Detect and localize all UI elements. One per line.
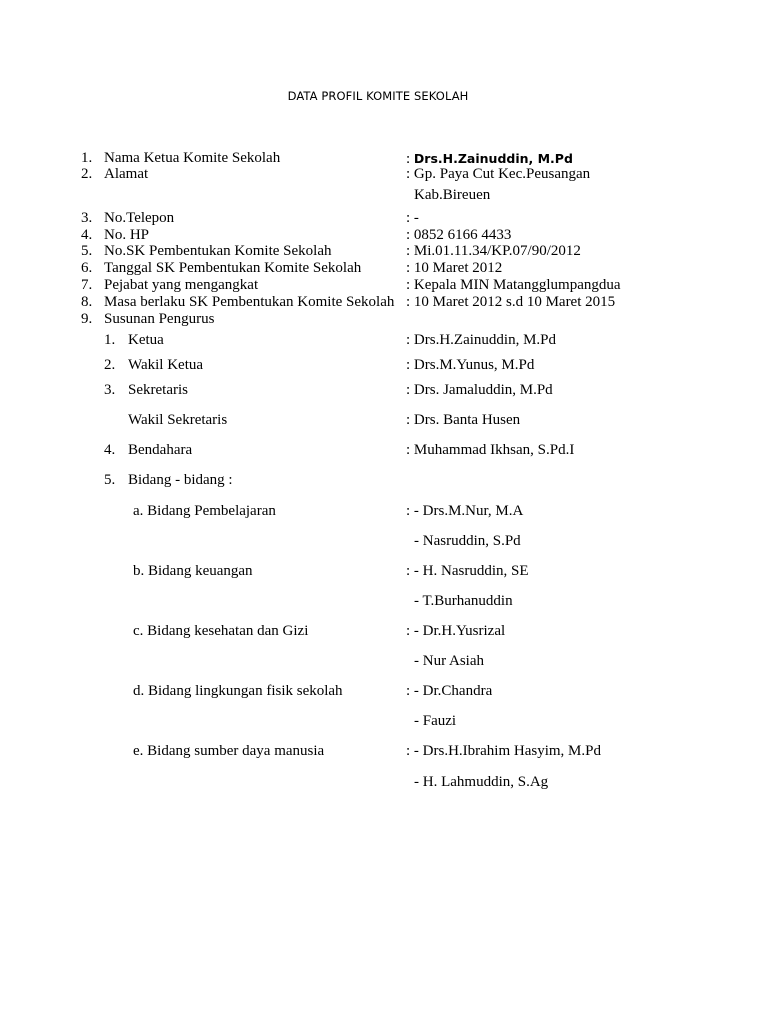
item-label-masa-berlaku: Masa berlaku SK Pembentukan Komite Sekolah: [104, 294, 395, 310]
item-value-no-sk: : Mi.01.11.34/KP.07/90/2012: [406, 243, 581, 259]
item-number: 5.: [81, 243, 93, 259]
bidang-value-sdm-1: : - Drs.H.Ibrahim Hasyim, M.Pd: [406, 743, 601, 759]
item-label-tanggal-sk: Tanggal SK Pembentukan Komite Sekolah: [104, 260, 362, 276]
item-value-pejabat: : Kepala MIN Matangglumpangdua: [406, 277, 621, 293]
pengurus-label-ketua: Ketua: [128, 332, 164, 348]
bidang-value-kesehatan-gizi-2: - Nur Asiah: [414, 653, 484, 669]
pengurus-number: 3.: [104, 382, 116, 398]
pengurus-label-sekretaris: Sekretaris: [128, 382, 188, 398]
pengurus-value-sekretaris: : Drs. Jamaluddin, M.Pd: [406, 382, 553, 398]
document-title: DATA PROFIL KOMITE SEKOLAH: [287, 89, 469, 103]
bidang-value-kesehatan-gizi-1: : - Dr.H.Yusrizal: [406, 623, 506, 639]
pengurus-label-wakil-ketua: Wakil Ketua: [128, 357, 204, 373]
item-number: 2.: [81, 166, 93, 182]
item-number: 4.: [81, 227, 93, 243]
item-value-telepon: : -: [406, 210, 419, 226]
bidang-value-keuangan-1: : - H. Nasruddin, SE: [406, 563, 529, 579]
item-label-no-sk: No.SK Pembentukan Komite Sekolah: [104, 243, 332, 259]
item-value-ketua-komite: : Drs.H.Zainuddin, M.Pd: [406, 151, 573, 167]
item-value-masa-berlaku: : 10 Maret 2012 s.d 10 Maret 2015: [406, 294, 616, 310]
bidang-value-lingkungan-fisik-2: - Fauzi: [414, 713, 457, 729]
item-number: 6.: [81, 260, 93, 276]
bidang-value-sdm-2: - H. Lahmuddin, S.Ag: [414, 774, 549, 790]
item-number: 9.: [81, 311, 93, 327]
pengurus-label-wakil-sekretaris: Wakil Sekretaris: [128, 412, 228, 428]
pengurus-number: 5.: [104, 472, 116, 488]
item-label-pejabat: Pejabat yang mengangkat: [104, 277, 259, 293]
item-value-alamat: : Gp. Paya Cut Kec.Peusangan: [406, 166, 591, 182]
pengurus-value-wakil-sekretaris: : Drs. Banta Husen: [406, 412, 521, 428]
pengurus-label-bendahara: Bendahara: [128, 442, 193, 458]
item-label-ketua-komite: Nama Ketua Komite Sekolah: [104, 150, 281, 166]
bidang-label-kesehatan-gizi: c. Bidang kesehatan dan Gizi: [133, 623, 309, 639]
pengurus-value-wakil-ketua: : Drs.M.Yunus, M.Pd: [406, 357, 535, 373]
bidang-label-keuangan: b. Bidang keuangan: [133, 563, 253, 579]
pengurus-value-bendahara: : Muhammad Ikhsan, S.Pd.I: [406, 442, 575, 458]
item-number: 8.: [81, 294, 93, 310]
item-label-susunan-pengurus: Susunan Pengurus: [104, 311, 215, 327]
item-value-tanggal-sk: : 10 Maret 2012: [406, 260, 503, 276]
bidang-label-lingkungan-fisik: d. Bidang lingkungan fisik sekolah: [133, 683, 343, 699]
item-label-telepon: No.Telepon: [104, 210, 175, 226]
bidang-value-pembelajaran-1: : - Drs.M.Nur, M.A: [406, 503, 524, 519]
bidang-label-sdm: e. Bidang sumber daya manusia: [133, 743, 325, 759]
item-number: 1.: [81, 150, 93, 166]
bidang-value-lingkungan-fisik-1: : - Dr.Chandra: [406, 683, 493, 699]
pengurus-number: 1.: [104, 332, 116, 348]
bidang-value-pembelajaran-2: - Nasruddin, S.Pd: [414, 533, 521, 549]
pengurus-number: 2.: [104, 357, 116, 373]
bidang-value-keuangan-2: - T.Burhanuddin: [414, 593, 513, 609]
item-number: 3.: [81, 210, 93, 226]
item-value-hp: : 0852 6166 4433: [406, 227, 512, 243]
pengurus-number: 4.: [104, 442, 116, 458]
pengurus-label-bidang: Bidang - bidang :: [128, 472, 233, 488]
pengurus-value-ketua: : Drs.H.Zainuddin, M.Pd: [406, 332, 556, 348]
item-number: 7.: [81, 277, 93, 293]
item-value-alamat-line2: Kab.Bireuen: [414, 187, 491, 203]
bidang-label-pembelajaran: a. Bidang Pembelajaran: [133, 503, 276, 519]
item-label-hp: No. HP: [104, 227, 150, 243]
item-label-alamat: Alamat: [104, 166, 149, 182]
